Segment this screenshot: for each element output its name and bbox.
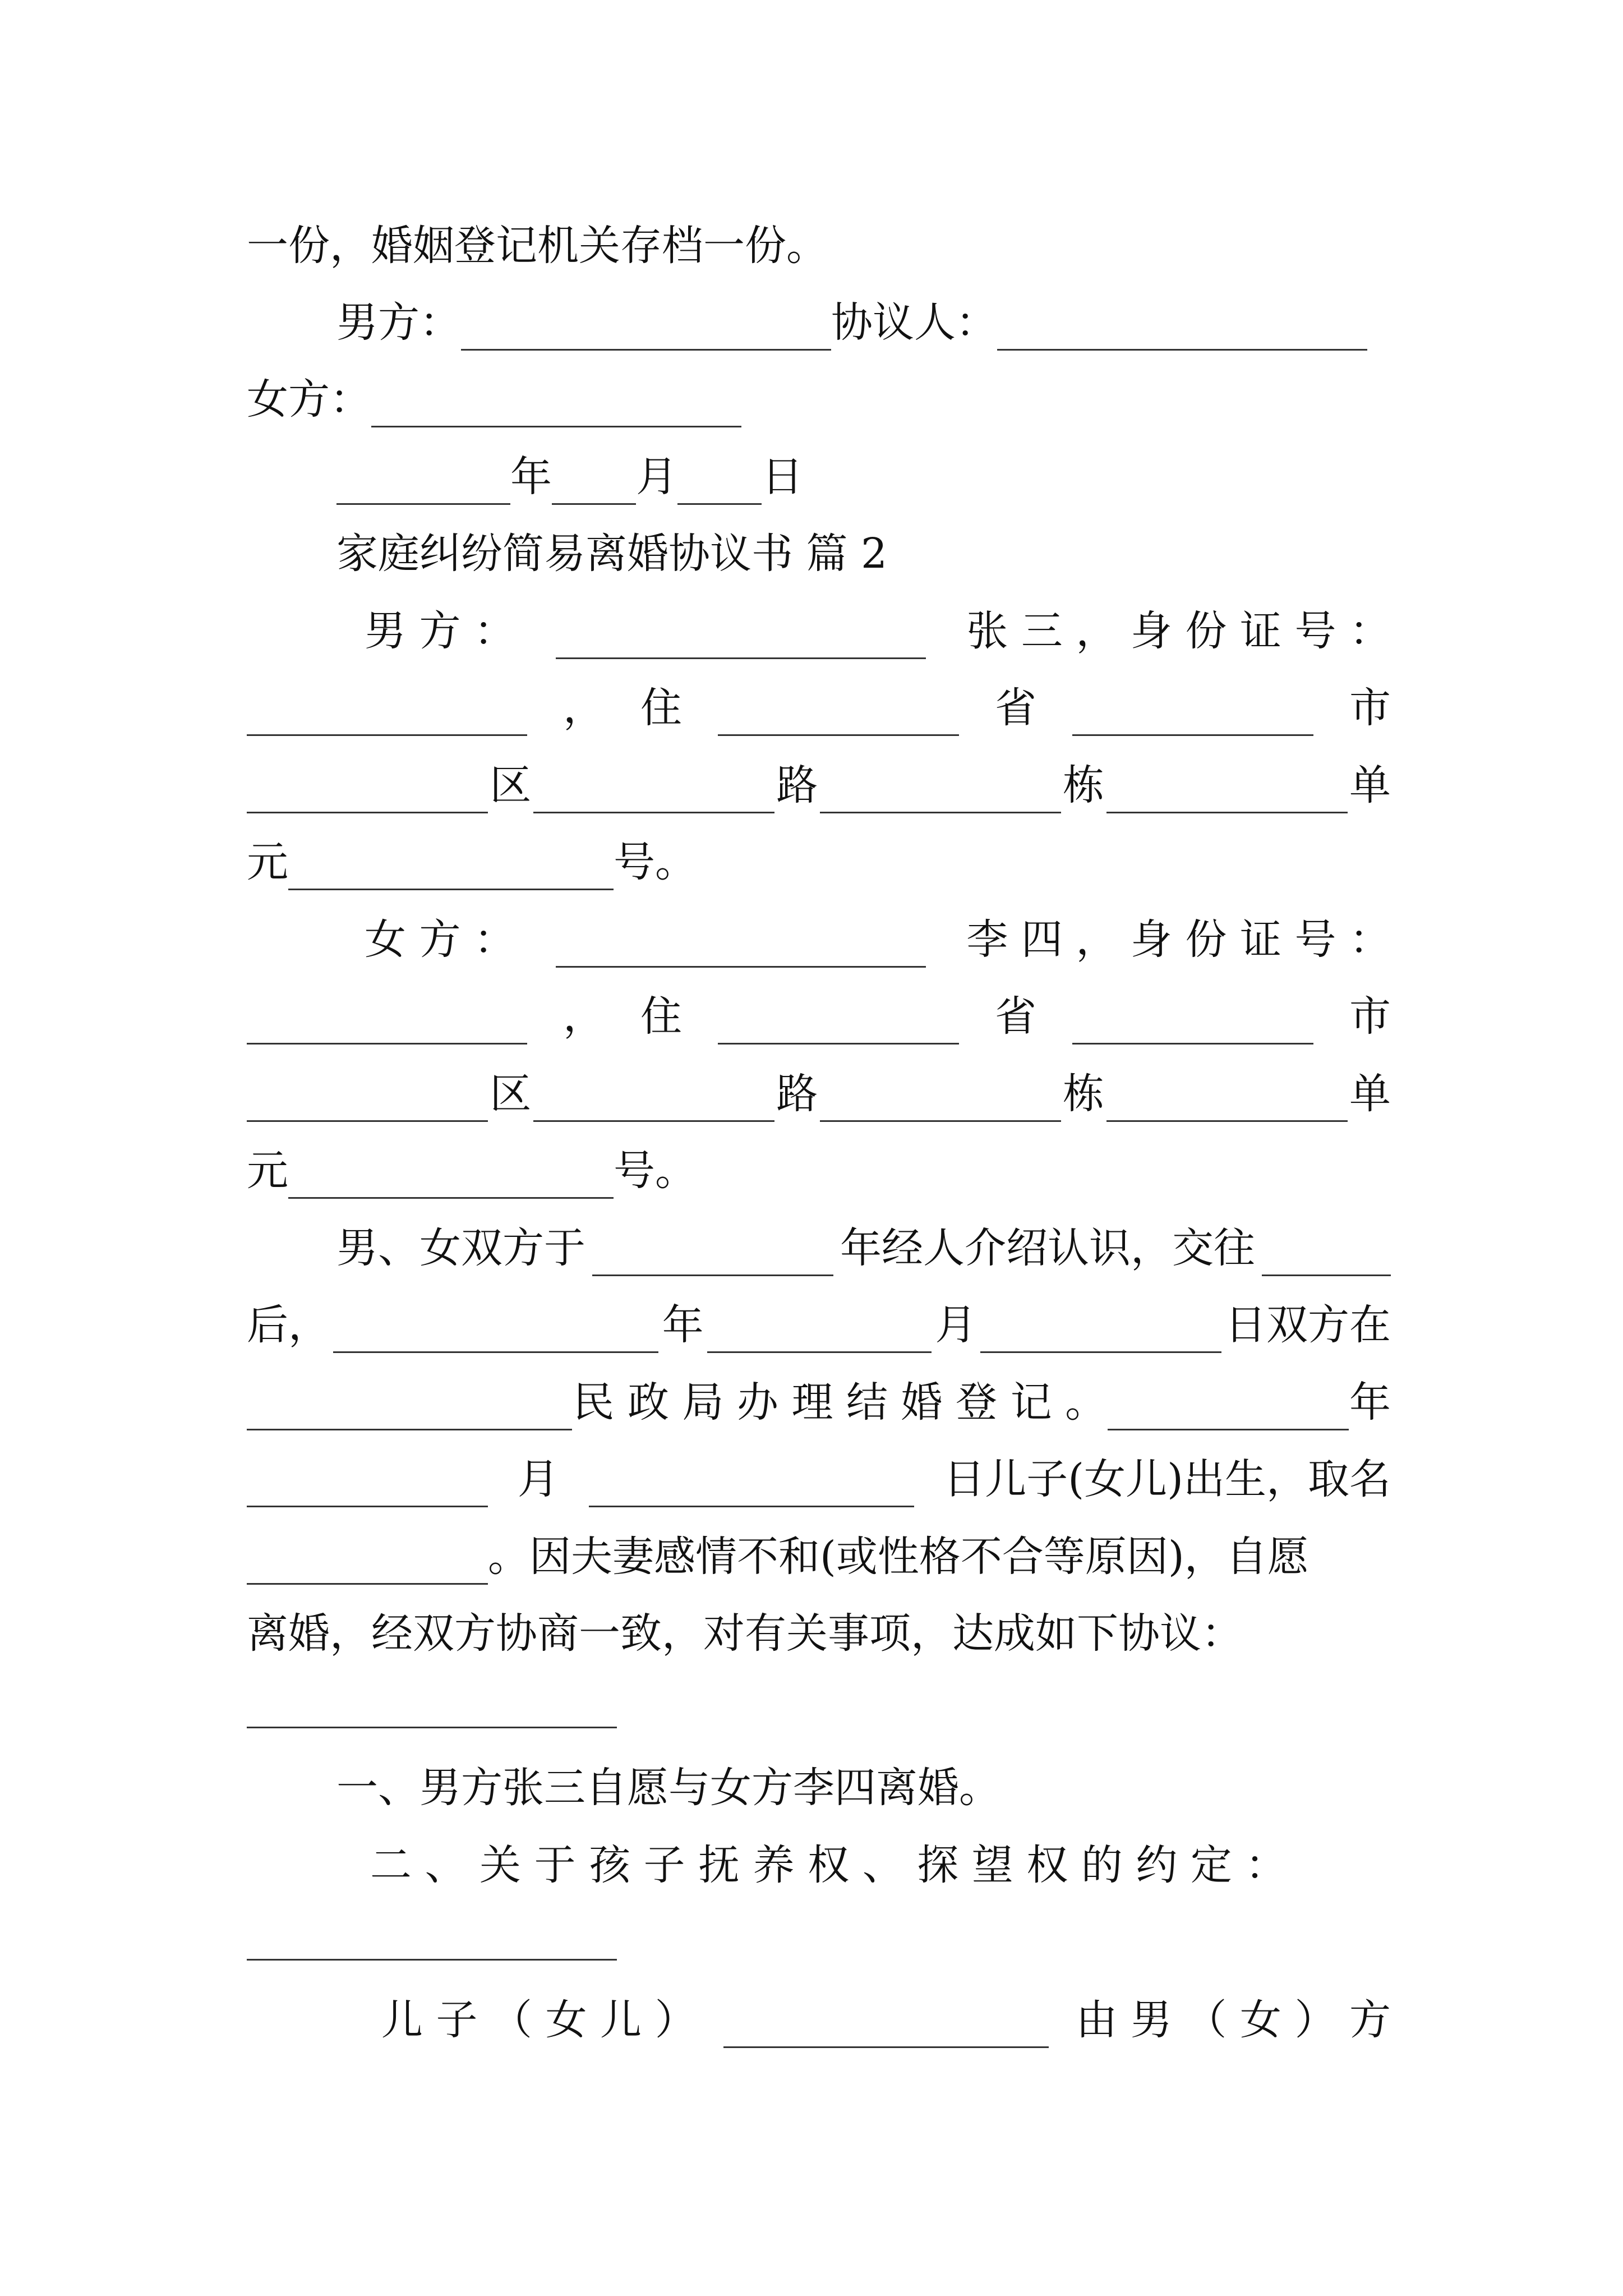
text: 。因夫妻感情不和(或性格不合等原因)，自愿: [488, 1533, 1309, 1581]
day-label: 日: [762, 453, 803, 501]
text: 一份，婚姻登记机关存档一份。: [247, 222, 828, 270]
signature-male-line: [336, 295, 1391, 351]
text: 离婚，经双方协商一致，对有关事项，达成如下协议：: [247, 1609, 1243, 1658]
blank: [247, 1081, 488, 1122]
text: 区: [490, 1070, 532, 1118]
clause-1: [336, 1760, 1391, 1816]
text: 住: [640, 684, 682, 732]
text: 号。: [614, 1147, 697, 1195]
blank: [980, 1312, 1221, 1353]
clause-2: [370, 1837, 1391, 1893]
paragraph-line-5: [247, 1529, 1391, 1585]
blank: [556, 618, 926, 659]
text: 省: [995, 684, 1036, 732]
blank: [677, 464, 762, 505]
text: 省: [995, 992, 1036, 1041]
text: 路: [776, 1070, 818, 1118]
month-label: 月: [636, 453, 677, 501]
label-female: 女方：: [247, 375, 371, 424]
blank: [288, 1158, 614, 1199]
text: 年: [662, 1301, 704, 1349]
date-line: [336, 449, 1391, 505]
male-address-line-3: [247, 834, 1391, 890]
blank: [461, 310, 831, 351]
label: 男 方 ：: [365, 607, 516, 655]
blank: [1072, 1004, 1313, 1045]
text: 区: [490, 761, 532, 809]
female-address-line-1: [247, 988, 1391, 1045]
female-party-line: [365, 912, 1391, 968]
text-line-1: [247, 218, 1391, 274]
male-party-line: [365, 603, 1391, 659]
text: 月: [935, 1301, 977, 1349]
blank: [707, 1312, 932, 1353]
blank: [288, 849, 614, 890]
text: 民 政 局 办 理 结 婚 登 记 。: [573, 1378, 1107, 1427]
text: 日儿子(女儿)出生，取名: [943, 1455, 1391, 1503]
blank: [718, 1004, 959, 1045]
label: 李 四 ， 身 份 证 号 ：: [966, 915, 1391, 964]
text: 单: [1349, 1070, 1391, 1118]
text: 市: [1349, 992, 1391, 1041]
blank: [1262, 1235, 1391, 1276]
text: 后，: [247, 1301, 330, 1349]
blank: [1106, 1081, 1348, 1122]
paragraph-line-1: [336, 1220, 1391, 1276]
signature-female-line: [247, 371, 1391, 427]
text: 日双方在: [1224, 1301, 1391, 1349]
blank: [1108, 1389, 1349, 1430]
blank: [592, 1235, 833, 1276]
blank: [556, 927, 926, 968]
text: 元: [247, 1147, 288, 1195]
text: 路: [776, 761, 818, 809]
label-agreement-party: 协议人：: [831, 298, 997, 347]
blank: [718, 695, 959, 736]
female-address-line-3: [247, 1143, 1391, 1199]
label: 张 三 ， 身 份 证 号 ：: [966, 607, 1391, 655]
blank: [552, 464, 636, 505]
blank: [533, 1081, 774, 1122]
blank: [336, 464, 510, 505]
blank: [247, 1004, 527, 1045]
text: 儿 子 （ 女 儿 ）: [381, 1996, 697, 2044]
text: 二 、 关 于 孩 子 抚 养 权 、 探 望 权 的 约 定 ：: [370, 1841, 1287, 1889]
text: 男、女双方于: [336, 1224, 585, 1272]
text: 单: [1349, 761, 1391, 809]
text: ，: [563, 992, 605, 1041]
blank: [247, 695, 527, 736]
label: 女 方 ：: [365, 915, 516, 964]
text: 月: [517, 1455, 559, 1503]
text: 元: [247, 838, 288, 886]
blank: [533, 772, 774, 813]
text: 年经人介绍认识，交往: [840, 1224, 1255, 1272]
blank: [333, 1312, 658, 1353]
blank: [247, 1544, 488, 1585]
paragraph-line-3: [247, 1374, 1391, 1430]
section-heading: [336, 526, 1391, 582]
text: 栋: [1063, 1070, 1105, 1118]
blank: [820, 772, 1061, 813]
text: 一、男方张三自愿与女方李四离婚。: [336, 1764, 1000, 1812]
blank: [247, 1389, 572, 1430]
blank: [247, 772, 488, 813]
blank-rule: [247, 1959, 617, 1961]
blank: [820, 1081, 1061, 1122]
paragraph-line-2: [247, 1297, 1391, 1353]
blank: [1072, 695, 1313, 736]
paragraph-line-4: [247, 1451, 1391, 1507]
blank: [589, 1466, 914, 1507]
text: ，: [563, 684, 605, 732]
text: 住: [640, 992, 682, 1041]
blank: [371, 386, 741, 427]
text: 栋: [1063, 761, 1105, 809]
blank-rule: [247, 1727, 617, 1728]
female-address-line-2: [247, 1066, 1391, 1122]
blank: [997, 310, 1367, 351]
year-label: 年: [510, 453, 552, 501]
heading-text: 家庭纠纷简易离婚协议书 篇 2: [336, 530, 888, 578]
paragraph-line-6: [247, 1605, 1391, 1662]
blank: [723, 2007, 1049, 2048]
label-male: 男方：: [336, 298, 461, 347]
text: 由 男 （ 女 ） 方: [1076, 1996, 1391, 2044]
clause-2-custody-line: [381, 1992, 1391, 2048]
text: 号。: [614, 838, 697, 886]
blank: [1106, 772, 1348, 813]
male-address-line-1: [247, 680, 1391, 736]
blank: [247, 1466, 488, 1507]
text: 年: [1349, 1378, 1391, 1427]
text: 市: [1349, 684, 1391, 732]
male-address-line-2: [247, 757, 1391, 813]
